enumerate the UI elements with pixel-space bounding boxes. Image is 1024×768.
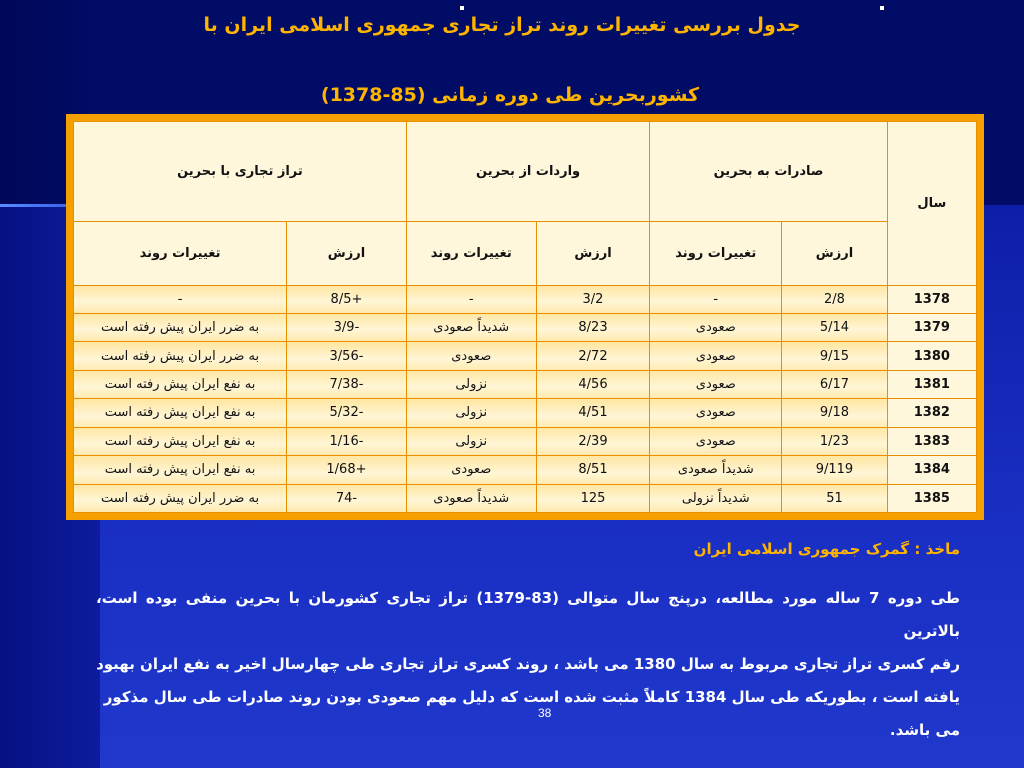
subheader-value: ارزش <box>287 221 407 285</box>
paragraph-line: می باشد. <box>889 721 960 739</box>
subheader-value: ارزش <box>782 221 888 285</box>
cell-year: 1380 <box>887 342 976 370</box>
cell-imp-val: 125 <box>536 484 650 512</box>
subheader-trend: تغییرات روند <box>406 221 536 285</box>
header-year: سال <box>887 122 976 286</box>
cell-exp-val: 9/18 <box>782 399 888 427</box>
cell-imp-trend: شدیداً صعودی <box>406 484 536 512</box>
table-row <box>74 313 977 341</box>
cell-bal-trend: به ضرر ایران پیش رفته است <box>74 313 287 341</box>
subheader-trend: تغییرات روند <box>650 221 782 285</box>
cell-bal-trend: به ضرر ایران پیش رفته است <box>74 484 287 512</box>
cell-imp-trend: - <box>406 285 536 313</box>
paragraph-line: طی دوره 7 ساله مورد مطالعه، درپنج سال متوالی (83-1379) تراز تجاری کشورمان با بحرین منفی بوده است، بالاترین <box>96 589 960 640</box>
paragraph-line: رقم کسری تراز تجاری مربوط به سال 1380 می باشد ، روند کسری تراز تجاری طی چهارسال اخیر به نفع ایران بهبود <box>96 655 960 673</box>
cell-imp-trend: نزولی <box>406 399 536 427</box>
subheader-trend: تغییرات روند <box>74 221 287 285</box>
cell-year: 1385 <box>887 484 976 512</box>
cell-year: 1383 <box>887 427 976 455</box>
cell-imp-val: 2/39 <box>536 427 650 455</box>
table-row <box>74 427 977 455</box>
cell-exp-trend: صعودی <box>650 399 782 427</box>
cell-imp-trend: شدیداً صعودی <box>406 313 536 341</box>
paragraph-line: یافته است ، بطوریکه طی سال 1384 کاملاً مثبت شده است که دلیل مهم صعودی بودن روند صادرات طی سال مذکور <box>103 688 960 706</box>
cell-exp-val: 51 <box>782 484 888 512</box>
cell-exp-trend: - <box>650 285 782 313</box>
cell-exp-trend: صعودی <box>650 370 782 398</box>
cell-imp-trend: صعودی <box>406 456 536 484</box>
source-note: ماخذ : گمرک جمهوری اسلامی ایران <box>693 540 960 558</box>
header-balance: تراز تجاری با بحرین <box>74 122 407 222</box>
cell-bal-trend: - <box>74 285 287 313</box>
analysis-paragraph <box>96 582 960 747</box>
cell-bal-trend: به نفع ایران پیش رفته است <box>74 427 287 455</box>
cell-exp-trend: صعودی <box>650 342 782 370</box>
cell-bal-trend: به نفع ایران پیش رفته است <box>74 456 287 484</box>
slide-title-line2: کشوربحرین طی دوره زمانی (85-1378) <box>320 84 700 106</box>
header-imports: واردات از بحرین <box>406 122 649 222</box>
cell-bal-val: -3/9 <box>287 313 407 341</box>
cell-bal-trend: به نفع ایران پیش رفته است <box>74 370 287 398</box>
cell-year: 1384 <box>887 456 976 484</box>
table-row <box>74 456 977 484</box>
slide-title-line1: جدول بررسی تغییرات روند تراز تجاری جمهوری اسلامی ایران با <box>203 14 801 36</box>
trade-table-frame <box>66 114 984 520</box>
table-row <box>74 285 977 313</box>
cell-imp-val: 8/23 <box>536 313 650 341</box>
table-row <box>74 399 977 427</box>
cell-bal-trend: به نفع ایران پیش رفته است <box>74 399 287 427</box>
cell-exp-trend: شدیداً صعودی <box>650 456 782 484</box>
cell-exp-val: 1/23 <box>782 427 888 455</box>
cell-exp-val: 5/14 <box>782 313 888 341</box>
cell-bal-val: +8/5 <box>287 285 407 313</box>
cell-imp-trend: نزولی <box>406 370 536 398</box>
cell-exp-val: 9/15 <box>782 342 888 370</box>
decorative-dot <box>460 6 464 10</box>
cell-imp-trend: نزولی <box>406 427 536 455</box>
cell-imp-val: 4/56 <box>536 370 650 398</box>
cell-bal-val: -3/56 <box>287 342 407 370</box>
cell-year: 1379 <box>887 313 976 341</box>
cell-exp-trend: صعودی <box>650 427 782 455</box>
cell-bal-val: -7/38 <box>287 370 407 398</box>
header-exports: صادرات به بحرین <box>650 122 887 222</box>
trade-table <box>73 121 977 513</box>
cell-year: 1378 <box>887 285 976 313</box>
page-number: 38 <box>538 706 552 720</box>
cell-imp-val: 4/51 <box>536 399 650 427</box>
table-row <box>74 342 977 370</box>
cell-bal-val: -1/16 <box>287 427 407 455</box>
cell-imp-val: 2/72 <box>536 342 650 370</box>
cell-exp-trend: شدیداً نزولی <box>650 484 782 512</box>
cell-imp-val: 3/2 <box>536 285 650 313</box>
cell-bal-trend: به ضرر ایران پیش رفته است <box>74 342 287 370</box>
decorative-dot <box>880 6 884 10</box>
cell-bal-val: -74 <box>287 484 407 512</box>
cell-imp-val: 8/51 <box>536 456 650 484</box>
subheader-value: ارزش <box>536 221 650 285</box>
cell-exp-val: 2/8 <box>782 285 888 313</box>
cell-bal-val: +1/68 <box>287 456 407 484</box>
table-row <box>74 484 977 512</box>
table-row <box>74 370 977 398</box>
cell-exp-val: 6/17 <box>782 370 888 398</box>
cell-imp-trend: صعودی <box>406 342 536 370</box>
cell-exp-val: 9/119 <box>782 456 888 484</box>
cell-exp-trend: صعودی <box>650 313 782 341</box>
cell-year: 1381 <box>887 370 976 398</box>
cell-year: 1382 <box>887 399 976 427</box>
cell-bal-val: -5/32 <box>287 399 407 427</box>
